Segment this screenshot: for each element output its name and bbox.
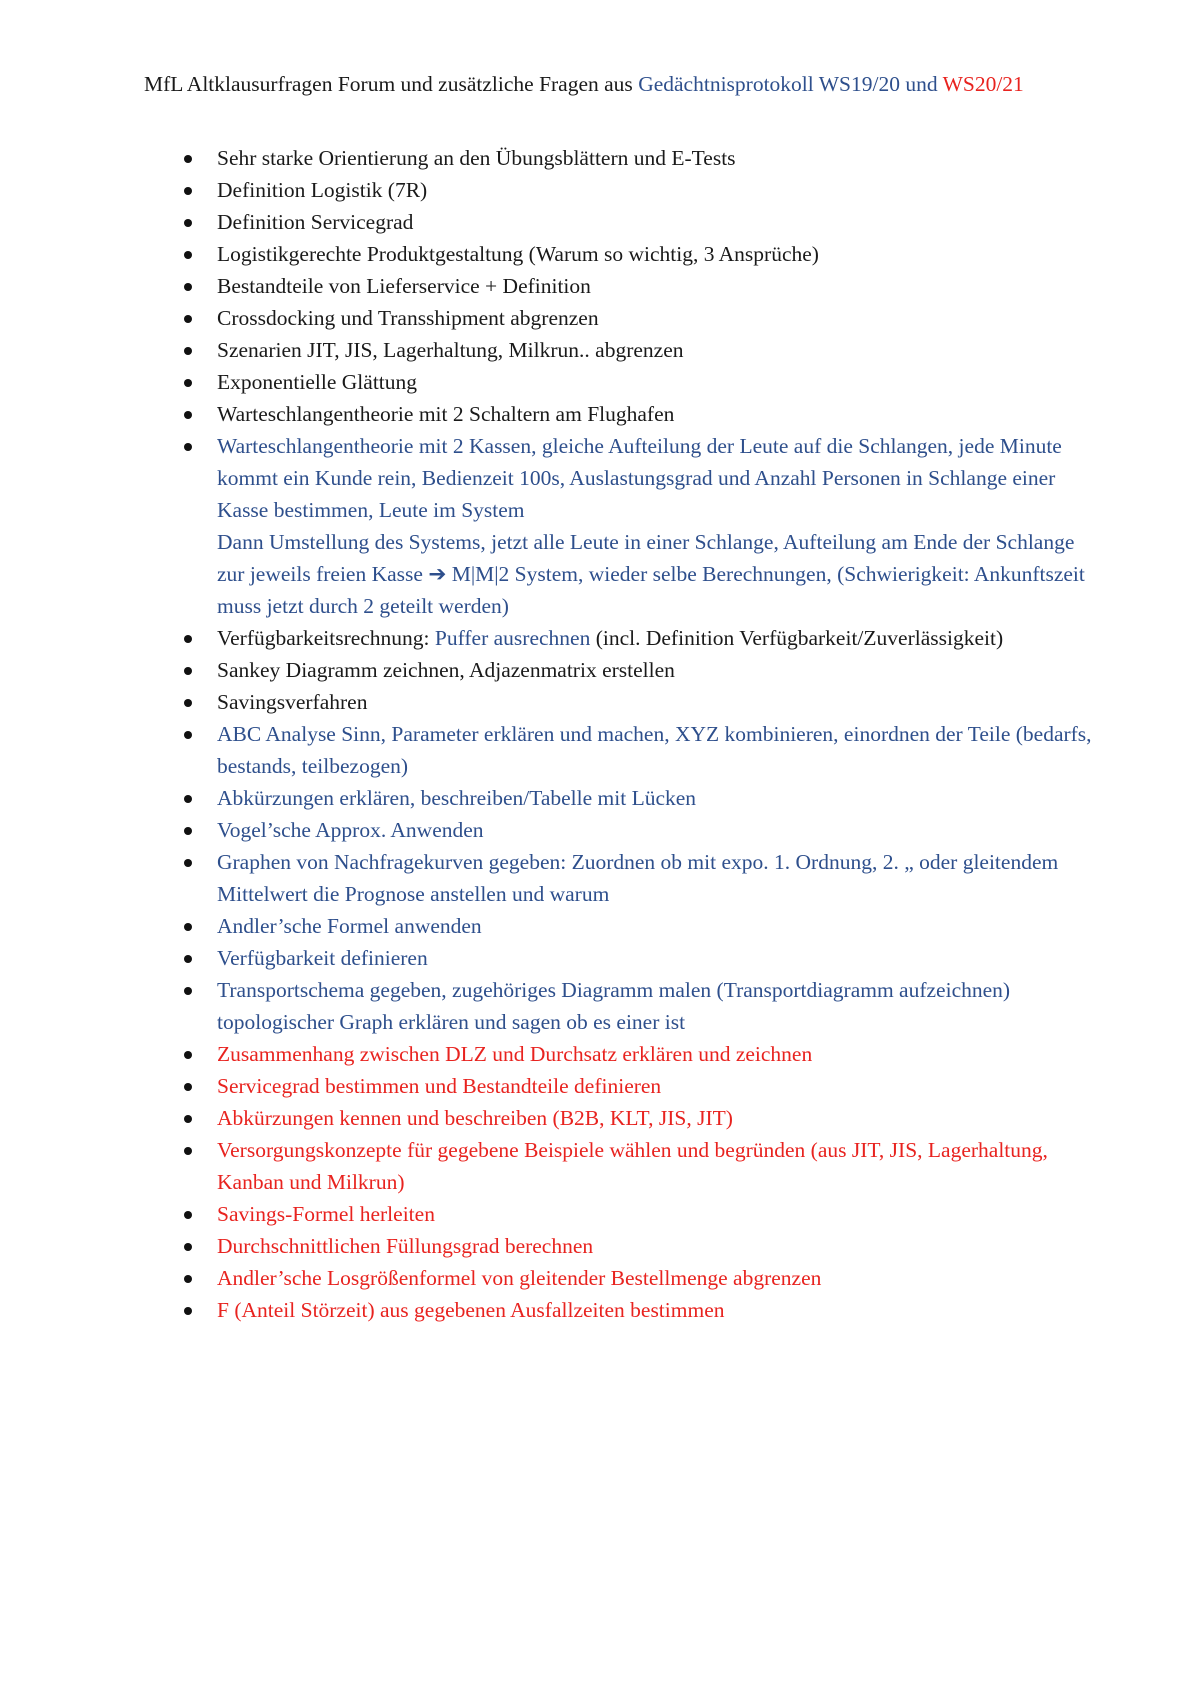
bullet-dot-icon (184, 635, 192, 643)
list-item (144, 654, 1094, 686)
item-text-segment: Savings-Formel herleiten (217, 1202, 435, 1226)
list-item (144, 1294, 1094, 1326)
list-item (144, 238, 1094, 270)
bullet-dot-icon (184, 955, 192, 963)
item-text-segment: Verfügbarkeitsrechnung: (217, 626, 435, 650)
list-item (144, 206, 1094, 238)
bullet-dot-icon (184, 411, 192, 419)
bullet-dot-icon (184, 1275, 192, 1283)
item-text-segment: Versorgungskonzepte für gegebene Beispiele wählen und begründen (aus JIT, JIS, Lagerhaltung, Kanban und Milkrun) (217, 1138, 1048, 1194)
list-item (144, 622, 1094, 654)
item-text-segment: Definition Logistik (7R) (217, 178, 428, 202)
bullet-dot-icon (184, 667, 192, 675)
item-text-segment: Vogel’sche Approx. Anwenden (217, 818, 484, 842)
bullet-dot-icon (184, 1115, 192, 1123)
item-text-segment: Warteschlangentheorie mit 2 Kassen, gleiche Aufteilung der Leute auf die Schlangen, jede Minute kommt ein Kunde rein, Bedienzeit 100s, Auslastungsgrad und Anzahl Personen in Schlange einer Kasse bestimmen, Leute im System (217, 434, 1062, 522)
item-text-segment: (incl. Definition Verfügbarkeit/Zuverlässigkeit) (590, 626, 1004, 650)
list-item (144, 1134, 1094, 1198)
list-item (144, 270, 1094, 302)
item-text-segment: Zusammenhang zwischen DLZ und Durchsatz erklären und zeichnen (217, 1042, 813, 1066)
item-text-segment: Puffer ausrechnen (434, 626, 591, 650)
item-text-segment: Andler’sche Losgrößenformel von gleitender Bestellmenge abgrenzen (217, 1266, 822, 1290)
bullet-dot-icon (184, 859, 192, 867)
list-item (144, 398, 1094, 430)
item-text-segment: Sehr starke Orientierung an den Übungsblättern und E-Tests (217, 146, 736, 170)
bullet-dot-icon (184, 283, 192, 291)
document-title (144, 70, 1074, 99)
item-text-segment: F (Anteil Störzeit) aus gegebenen Ausfallzeiten bestimmen (217, 1298, 725, 1322)
bullet-dot-icon (184, 1307, 192, 1315)
question-list (144, 142, 1094, 1326)
item-text-segment: Logistikgerechte Produktgestaltung (Warum so wichtig, 3 Ansprüche) (217, 242, 819, 266)
bullet-dot-icon (184, 1051, 192, 1059)
list-item (144, 142, 1094, 174)
item-text-segment: Sankey Diagramm zeichnen, Adjazenmatrix erstellen (217, 658, 675, 682)
bullet-dot-icon (184, 1243, 192, 1251)
title-semester: WS20/21 (942, 72, 1024, 96)
bullet-dot-icon (184, 251, 192, 259)
item-text-segment: Crossdocking und Transshipment abgrenzen (217, 306, 599, 330)
item-text-segment: Transportschema gegeben, zugehöriges Diagramm malen (Transportdiagramm aufzeichnen) topologischer Graph erklären und sagen ob es einer ist (217, 978, 1011, 1034)
title-prefix: MfL Altklausurfragen Forum und zusätzliche Fragen aus (144, 72, 639, 96)
bullet-dot-icon (184, 155, 192, 163)
list-item (144, 782, 1094, 814)
bullet-dot-icon (184, 1147, 192, 1155)
list-item (144, 1102, 1094, 1134)
item-text-segment: Savingsverfahren (217, 690, 368, 714)
item-text-segment: Szenarien JIT, JIS, Lagerhaltung, Milkrun.. abgrenzen (217, 338, 684, 362)
item-text-segment: ABC Analyse Sinn, Parameter erklären und machen, XYZ kombinieren, einordnen der Teile (bedarfs, bestands, teilbezogen) (217, 722, 1092, 778)
list-item (144, 686, 1094, 718)
item-text-segment: Graphen von Nachfragekurven gegeben: Zuordnen ob mit expo. 1. Ordnung, 2. „ oder gleitendem Mittelwert die Prognose anstellen und warum (217, 850, 1059, 906)
list-item (144, 366, 1094, 398)
list-item (144, 334, 1094, 366)
bullet-dot-icon (184, 443, 192, 451)
bullet-dot-icon (184, 795, 192, 803)
item-text-segment: Exponentielle Glättung (217, 370, 418, 394)
list-item (144, 430, 1094, 622)
bullet-dot-icon (184, 923, 192, 931)
list-item (144, 974, 1094, 1038)
bullet-dot-icon (184, 1211, 192, 1219)
list-item (144, 1070, 1094, 1102)
list-item (144, 846, 1094, 910)
bullet-dot-icon (184, 219, 192, 227)
list-item (144, 942, 1094, 974)
bullet-dot-icon (184, 1083, 192, 1091)
bullet-dot-icon (184, 315, 192, 323)
list-item (144, 174, 1094, 206)
item-text-segment: Servicegrad bestimmen und Bestandteile definieren (217, 1074, 662, 1098)
item-text-segment: Warteschlangentheorie mit 2 Schaltern am Flughafen (217, 402, 675, 426)
list-item (144, 302, 1094, 334)
list-item (144, 814, 1094, 846)
list-item (144, 910, 1094, 942)
list-item (144, 1262, 1094, 1294)
bullet-dot-icon (184, 347, 192, 355)
item-text-segment: Bestandteile von Lieferservice + Definition (217, 274, 591, 298)
item-text-segment: Verfügbarkeit definieren (217, 946, 428, 970)
bullet-dot-icon (184, 731, 192, 739)
bullet-dot-icon (184, 187, 192, 195)
bullet-dot-icon (184, 827, 192, 835)
item-text-segment: Definition Servicegrad (217, 210, 414, 234)
item-text-segment: Dann Umstellung des Systems, jetzt alle Leute in einer Schlange, Aufteilung am Ende der Schlange zur jeweils freien Kasse ➔ M|M|2 System, wieder selbe Berechnungen, (Schwierigkeit: Ankunftszeit muss jetzt durch 2 geteilt werden) (217, 530, 1085, 618)
list-item (144, 1198, 1094, 1230)
bullet-dot-icon (184, 699, 192, 707)
list-item (144, 718, 1094, 782)
list-item (144, 1038, 1094, 1070)
item-text-segment: Abkürzungen erklären, beschreiben/Tabelle mit Lücken (217, 786, 697, 810)
bullet-dot-icon (184, 379, 192, 387)
item-text-segment: Abkürzungen kennen und beschreiben (B2B, KLT, JIS, JIT) (217, 1106, 733, 1130)
item-text-segment: Durchschnittlichen Füllungsgrad berechnen (217, 1234, 594, 1258)
bullet-dot-icon (184, 987, 192, 995)
list-item (144, 1230, 1094, 1262)
title-source: Gedächtnisprotokoll WS19/20 und (638, 72, 943, 96)
item-text-segment: Andler’sche Formel anwenden (217, 914, 482, 938)
